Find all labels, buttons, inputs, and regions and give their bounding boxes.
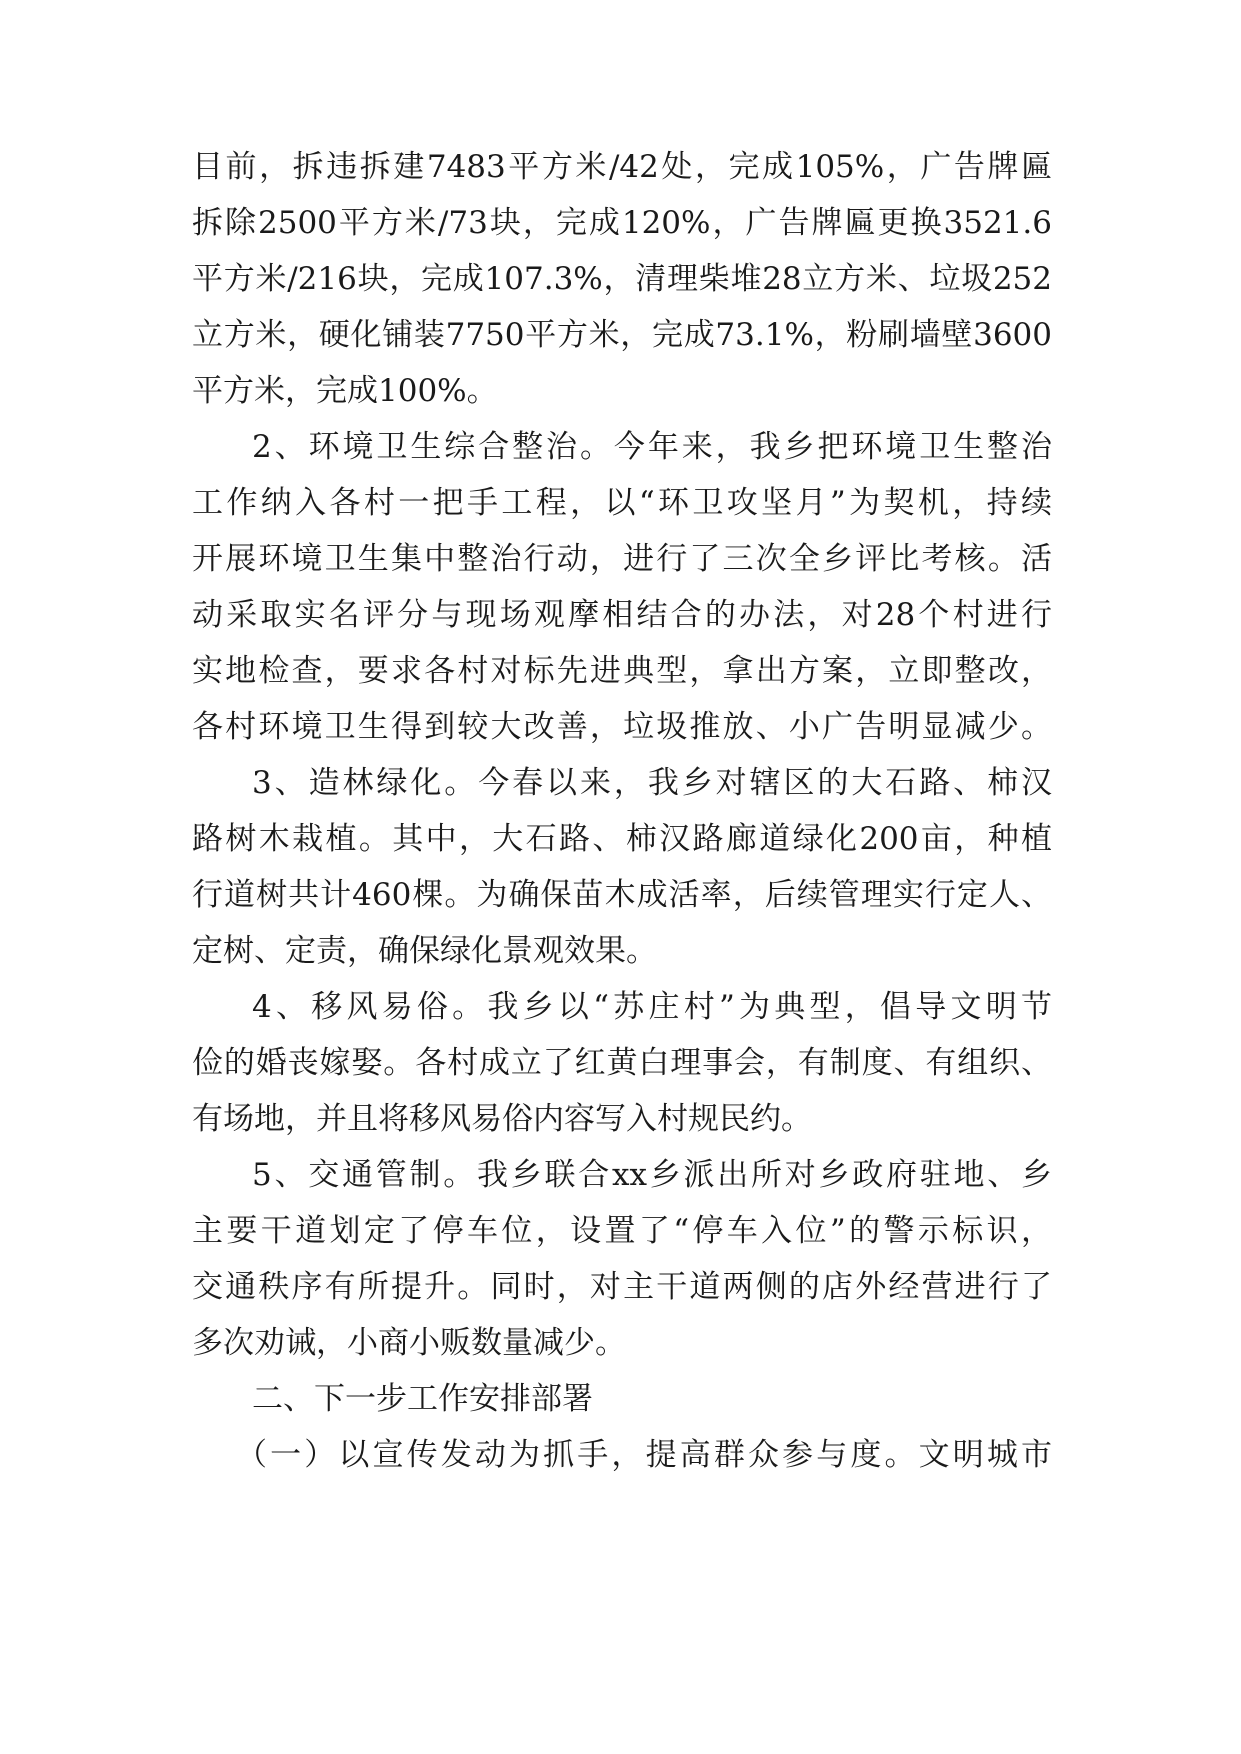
text-line: 各村环境卫生得到较大改善，垃圾推放、小广告明显减少。 xyxy=(192,709,1052,745)
text-line: 俭的婚丧嫁娶。各村成立了红黄白理事会，有制度、有组织、 xyxy=(192,1045,1052,1081)
text-line: 立方米，硬化铺装7750平方米，完成73.1%，粉刷墙壁3600 xyxy=(192,317,1052,353)
text-line: 实地检查，要求各村对标先进典型，拿出方案，立即整改， xyxy=(192,653,1052,689)
text-line: 行道树共计460棵。为确保苗木成活率，后续管理实行定人、 xyxy=(192,877,1052,913)
text-line: 交通秩序有所提升。同时，对主干道两侧的店外经营进行了 xyxy=(192,1269,1052,1305)
text-line: 开展环境卫生集中整治行动，进行了三次全乡评比考核。活 xyxy=(192,541,1052,577)
paragraph-start-line: 2、环境卫生综合整治。今年来，我乡把环境卫生整治 xyxy=(252,429,1052,465)
text-line: 平方米/216块，完成107.3%，清理柴堆28立方米、垃圾252 xyxy=(192,261,1052,297)
text-line: 目前，拆违拆建7483平方米/42处，完成105%，广告牌匾 xyxy=(192,149,1052,185)
paragraph-start-line: 4、移风易俗。我乡以“苏庄村”为典型，倡导文明节 xyxy=(252,989,1052,1025)
paragraph-start-line: 3、造林绿化。今春以来，我乡对辖区的大石路、柿汉 xyxy=(252,765,1052,801)
text-line: 拆除2500平方米/73块，完成120%，广告牌匾更换3521.6 xyxy=(192,205,1052,241)
text-line: 工作纳入各村一把手工程，以“环卫攻坚月”为契机，持续 xyxy=(192,485,1052,521)
section-heading: 二、下一步工作安排部署 xyxy=(252,1381,593,1417)
text-line: 定树、定责，确保绿化景观效果。 xyxy=(192,933,657,969)
subsection-heading-line: （一）以宣传发动为抓手，提高群众参与度。文明城市 xyxy=(236,1437,1052,1473)
text-line: 有场地，并且将移风易俗内容写入村规民约。 xyxy=(192,1101,812,1137)
text-line: 路树木栽植。其中，大石路、柿汉路廊道绿化200亩，种植 xyxy=(192,821,1052,857)
text-line: 主要干道划定了停车位，设置了“停车入位”的警示标识， xyxy=(192,1213,1052,1249)
text-line: 动采取实名评分与现场观摩相结合的办法，对28个村进行 xyxy=(192,597,1052,633)
text-line: 多次劝诫，小商小贩数量减少。 xyxy=(192,1325,626,1361)
paragraph-start-line: 5、交通管制。我乡联合xx乡派出所对乡政府驻地、乡 xyxy=(252,1157,1052,1193)
text-line: 平方米，完成100%。 xyxy=(192,373,498,409)
